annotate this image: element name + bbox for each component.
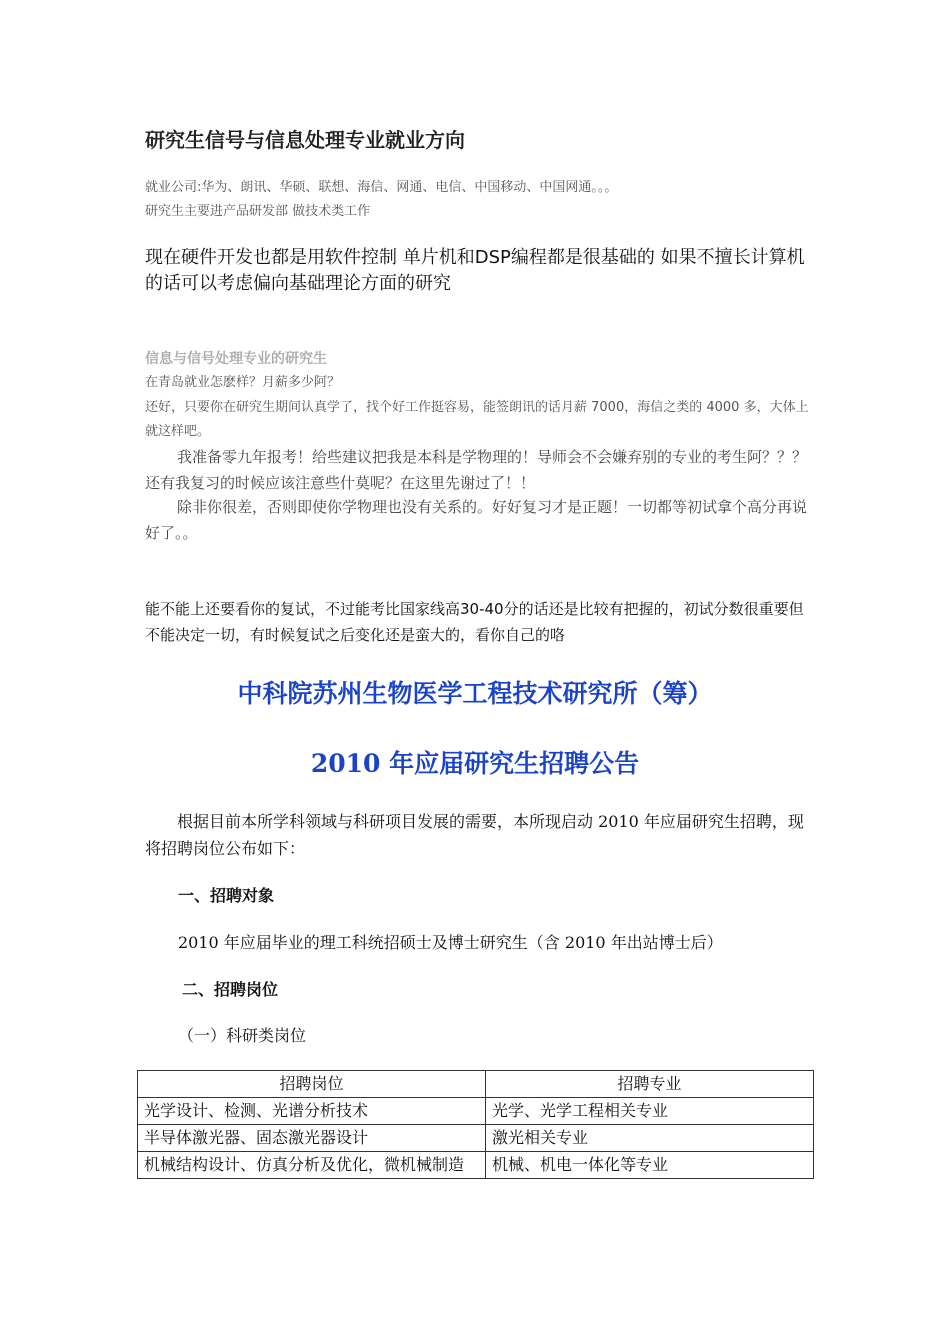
positions-table [137,1070,814,1179]
targets-text: 2010 年应届毕业的理工科统招硕士及博士研究生（含 2010 年出站博士后） [178,933,723,952]
column-header-major: 招聘专业 [486,1071,814,1098]
subsection-research-positions: （一）科研类岗位 [178,1026,307,1045]
forum-answer-long: 能不能上还要看你的复试，不过能考比国家线高30-40分的话还是比较有把握的，初试分数很重要但不能决定一切，有时候复试之后变化还是蛮大的，看你自己的咯 [145,600,804,644]
forum-answer-short: 除非你很差，否则即使你学物理也没有关系的。好好复习才是正题！一切都等初试拿个高分再说好了。。 [145,498,808,542]
forum-title: 信息与信号处理专业的研究生 [145,351,327,367]
notice-heading-institute: 中科院苏州生物医学工程技术研究所（筹） [237,679,713,708]
career-advice: 现在硬件开发也都是用软件控制 单片机和DSP编程都是很基础的 如果不擅长计算机的话可以考虑偏向基础理论方面的研究 [145,247,805,294]
table-row [138,1152,814,1179]
position-cell: 机械结构设计、仿真分析及优化，微机械制造 [138,1152,486,1179]
section-heading-positions: 二、招聘岗位 [182,980,279,999]
major-cell: 机械、机电一体化等专业 [486,1152,814,1179]
position-cell: 光学设计、检测、光谱分析技术 [138,1098,486,1125]
notice-intro: 根据目前本所学科领域与科研项目发展的需要，本所现启动 2010 年应届研究生招聘，现将招聘岗位公布如下： [145,812,804,858]
notice-heading-title: 2010 年应届研究生招聘公告 [310,749,640,778]
table-row [138,1098,814,1125]
major-cell: 激光相关专业 [486,1125,814,1152]
table-header-row [138,1071,814,1098]
article-title: 研究生信号与信息处理专业就业方向 [145,128,465,152]
forum-question: 在青岛就业怎麽样？月薪多少阿？ [145,375,341,390]
forum-ask: 我准备零九年报考！给些建议把我是本科是学物理的！导师会不会嫌弃别的专业的考生阿？？？还有我复习的时候应该注意些什莫呢？在这里先谢过了！！ [145,448,808,492]
position-cell: 半导体激光器、固态激光器设计 [138,1125,486,1152]
section-heading-targets: 一、招聘对象 [178,886,275,905]
major-cell: 光学、光学工程相关专业 [486,1098,814,1125]
work-description: 研究生主要进产品研发部 做技术类工作 [145,204,371,219]
forum-reply: 还好，只要你在研究生期间认真学了，找个好工作挺容易，能签朗讯的话月薪 7000，海信之类的 4000 多，大体上就这样吧。 [145,400,809,439]
table-row [138,1125,814,1152]
column-header-position: 招聘岗位 [138,1071,486,1098]
employer-list: 就业公司:华为、朗讯、华硕、联想、海信、网通、电信、中国移动、中国网通。。。 [145,180,618,195]
